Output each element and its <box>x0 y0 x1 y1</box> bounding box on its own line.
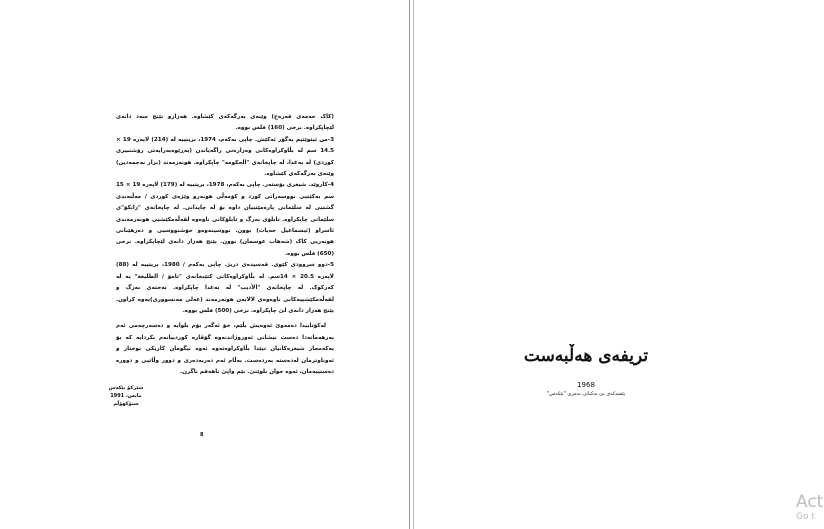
body-text <box>116 112 334 378</box>
section-year: 1968 <box>577 381 595 389</box>
signature-block <box>106 384 146 408</box>
closing-paragraph: لەکۆتاییدا دەمەوێ ئەوەیش بڵێم، خۆ ئەگەر بۆم بلوایە و دەسەرچەمی ئەم بەرهەمانەدا دەست نیشانی ئەوروژاندنەوە گۆڤارە کوردییانەم بکردایە کە بۆ یەکەمجار شیعرەکانیان تیێدا بڵاوکراوەتەوە ئەوە نیگومان کاریکی بوختار و ئەوناوترمان لەدەستە بەردەست. بەڵام ئەم دەربەدەری و دوور وڵاتیی و دوورە دەستییەمان، ئەوە جوان بلوێنێ. بێم واپێ ناهەقم ناگرن. <box>116 323 334 375</box>
paragraph-4: 5-دوو سروودی کێوی. قەسیدەی دریژ. چاپی بەکەم / 1980، بریتییە لە (88) لاپەرە 20.5 × 14سم. لە بڵاوکراوەکانی کتێبخانەی "تامۆ / الطلیعة" یە لە کەرکوک. لە چاپخانەی "الأدیب" لە بەغدا چاپکراوە. تەختەی بەرگ و لقەڵەمکێشییەکانی ناوەوەی لالایەن هونەرمەند (عەلی مەنسووری)یەوە کراون. بێنج هەزار دانەی لێ چاپکراوە. نرخی (500) فلس بووە. <box>116 262 334 314</box>
paragraph-1: (کاک حەمەی قەرەج) وێنەی بەرگەکەی کێشاوە. هەزارو بێنج سەد دانەی لێچاپکراوە. نرخی (160) فلس بووە. <box>116 114 334 132</box>
spine-line-left <box>409 0 410 529</box>
book-spine-divider <box>408 0 416 529</box>
left-page <box>0 0 408 529</box>
section-subtitle: پێشەکەی بێ بەکیانی نەمری "بێکەس" <box>546 391 626 397</box>
page-number: 8 <box>200 432 204 438</box>
paragraph-3: 4-کاروێد. شیعری بۆستەر. چاپی بەکەم، 1978، بریتییە لە (179) لاپەرە 19 × 15 سم بەکێتیی نووسەرانی کورد و کۆمەڵی هونەرو وێژەی کوردی / مەڵبەندی گشتیی لە سلێمانی پارەمێتییان داوە بۆ لە چاپدانی. لە چاپخانەی "زانکۆ"ی سلێمانی چاپکراوە. تابلۆی بەرگ و تابلۆکانی ناوەوە لقەڵەمکێشیی هونەرمەندی ئاسراو (ئیسماعیل خەیات) بوون. نووسینەوەو خۆشنووسیی و دەرهێنانی هونەریی کاک (شەهاب عوسمان) بوون. بێنج هەزار دانەی لێچاپکراوە. نرخی (650) فلس بووە. <box>116 182 334 257</box>
activate-windows-watermark <box>796 492 823 523</box>
watermark-line-2: Go t <box>796 512 815 522</box>
signature-date: مایس، 1991 <box>110 393 142 399</box>
paragraph-2: 3-من ئیتوێتیم بەگۆر ئەکێش. چاپی بەکەم، 1974، بریتییە لە (214) لاپەرە 19 × 14.5 سم لە بڵاوکراوەکانی وەزارەتی راگەیاندن (بەڕێوەبەرایەتی رۆشنبیری کوردی) لە بەغدا، لە چاپخانەی "الحکومە" چاپکراوە. هونەرمەند (نزار نەجمەدین) وێنەی بەرگەکەی کێشاوە. <box>116 136 334 178</box>
signature-name: شێرکۆ بێکەس <box>108 385 144 391</box>
signature-place: ستۆکهۆڵم <box>113 401 139 407</box>
section-title: تریفەی هەڵبەست <box>523 346 649 366</box>
spine-line-right <box>413 0 414 529</box>
right-page <box>416 0 824 529</box>
watermark-line-1: Act <box>796 492 824 512</box>
